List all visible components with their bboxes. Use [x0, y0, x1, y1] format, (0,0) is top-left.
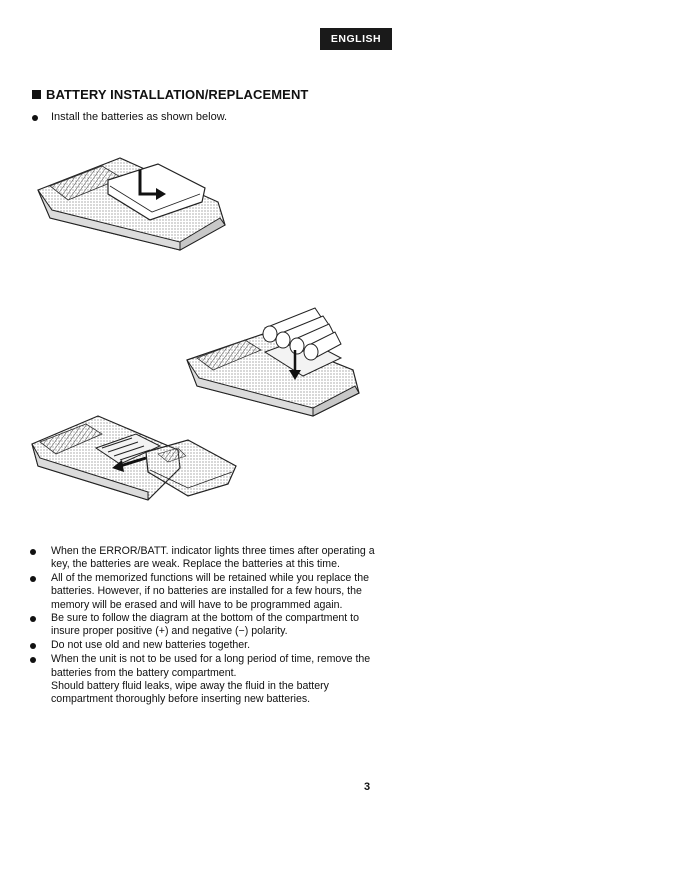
illustration-battery-insertion [183, 298, 368, 423]
intro-line [32, 111, 227, 123]
notes-list [30, 545, 380, 707]
list-item [30, 545, 380, 572]
list-item [30, 653, 380, 707]
bullet-icon [30, 616, 36, 622]
section-title: BATTERY INSTALLATION/REPLACEMENT [46, 87, 309, 102]
intro-text: Install the batteries as shown below. [51, 111, 228, 123]
note-text: When the unit is not to be used for a long period of time, remove the batteries from the battery compartment. [51, 653, 371, 679]
bullet-icon [30, 549, 36, 555]
illustration-cover-removal [30, 150, 235, 262]
bullet-icon [30, 657, 36, 663]
illustration-cover-replacement [28, 410, 243, 510]
bullet-icon [30, 643, 36, 649]
note-text: When the ERROR/BATT. indicator lights three times after operating a key, the batteries are weak. Replace the batteries at this time. [51, 545, 375, 571]
language-tab: ENGLISH [320, 28, 392, 50]
note-text: All of the memorized functions will be retained while you replace the batteries. However, if no batteries are installed for a few hours, the memory will be erased and will have to be programmed again. [51, 571, 369, 611]
note-text-continued: Should battery fluid leaks, wipe away the fluid in the battery compartment thoroughly before inserting new batteries. [51, 680, 329, 706]
list-item [30, 639, 380, 653]
page-number: 3 [364, 781, 371, 793]
bullet-icon [30, 576, 36, 582]
square-bullet-icon [32, 90, 41, 99]
section-heading [32, 87, 308, 102]
note-text: Do not use old and new batteries together. [51, 638, 251, 651]
list-item [30, 572, 380, 612]
list-item [30, 612, 380, 639]
bullet-icon [32, 115, 38, 121]
note-text: Be sure to follow the diagram at the bottom of the compartment to insure proper positive (+) and negative (−) polarity. [51, 612, 359, 638]
